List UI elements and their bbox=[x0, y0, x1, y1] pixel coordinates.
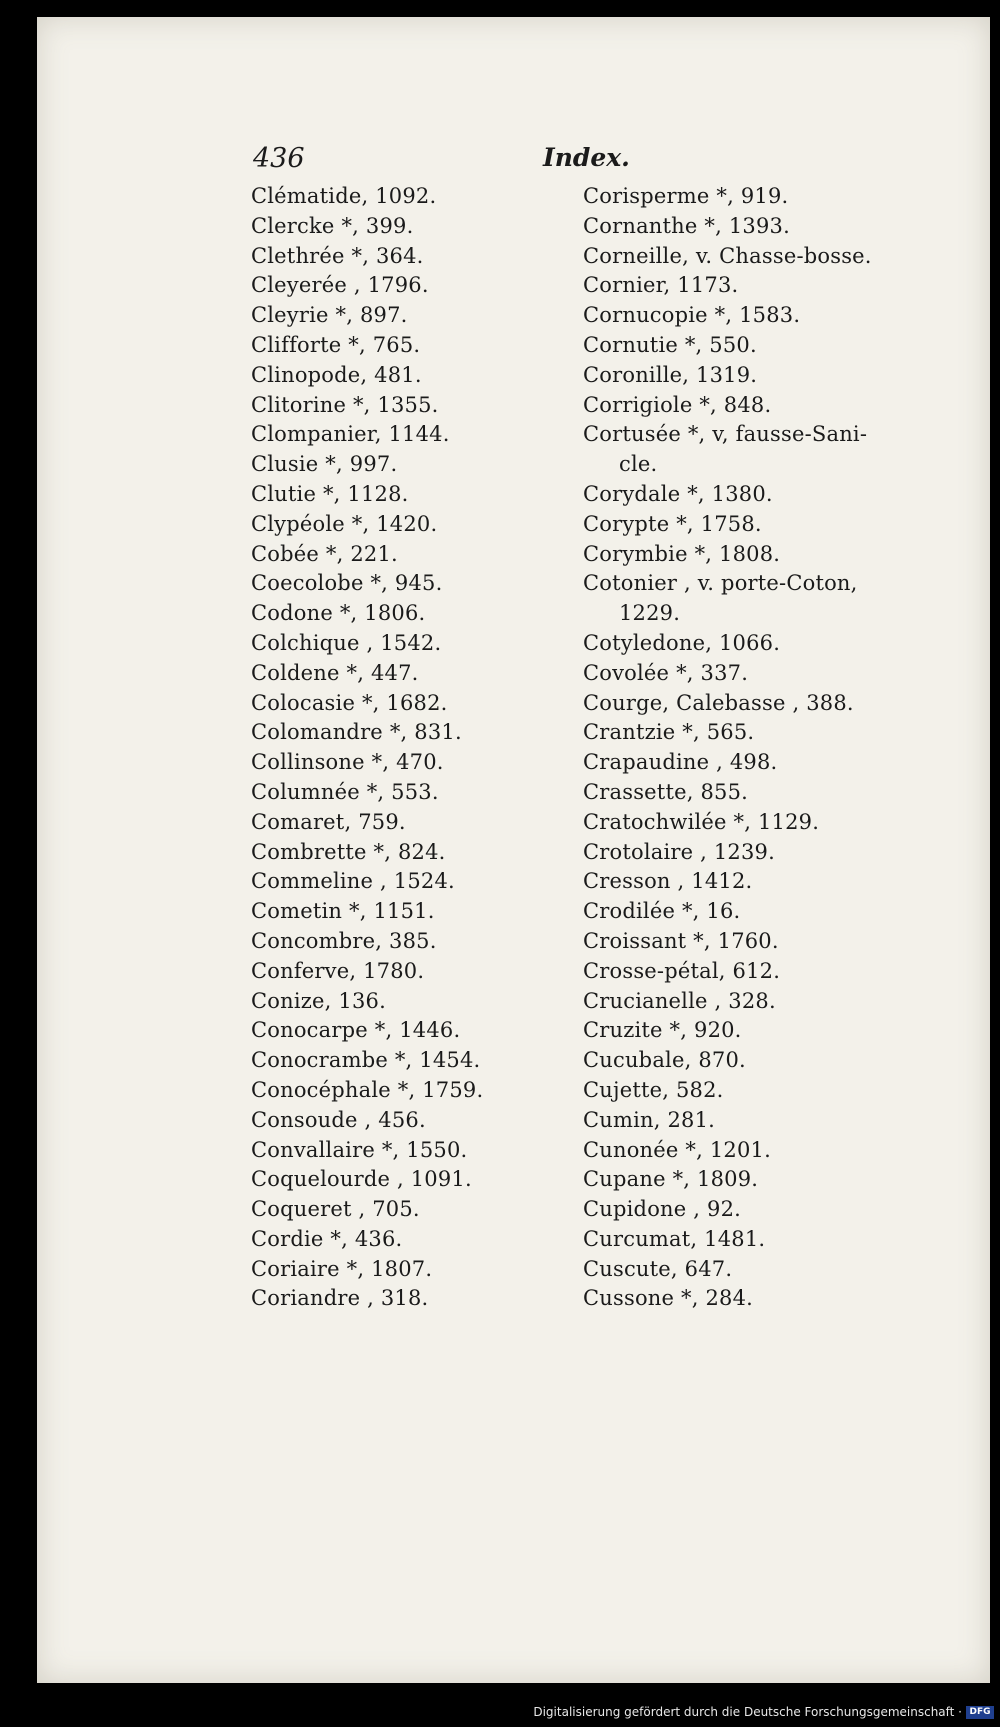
index-entry: Clercke *, 399. bbox=[251, 213, 414, 238]
index-entry: Coqueret , 705. bbox=[251, 1197, 420, 1222]
index-entry-continuation: cle. bbox=[619, 452, 658, 477]
page-number: 436 bbox=[253, 143, 305, 174]
index-entry: Commeline , 1524. bbox=[251, 869, 455, 894]
index-entry: Cucubale, 870. bbox=[583, 1048, 746, 1073]
index-entry: Corneille, v. Chasse-bosse. bbox=[583, 243, 872, 268]
index-entry: Crotolaire , 1239. bbox=[583, 839, 775, 864]
index-entry: Coquelourde , 1091. bbox=[251, 1167, 472, 1192]
index-entry: Combrette *, 824. bbox=[251, 839, 446, 864]
index-entry: Conocarpe *, 1446. bbox=[251, 1018, 461, 1043]
index-entry: Colchique , 1542. bbox=[251, 630, 442, 655]
index-entry: Cuscute, 647. bbox=[583, 1256, 733, 1281]
index-entry: Corisperme *, 919. bbox=[583, 184, 789, 208]
running-title: Index. bbox=[543, 143, 630, 172]
index-entry: Clethrée *, 364. bbox=[251, 243, 424, 268]
index-entry: Clypéole *, 1420. bbox=[251, 511, 438, 536]
index-entry: Cupane *, 1809. bbox=[583, 1167, 759, 1192]
index-entry: Corymbie *, 1808. bbox=[583, 541, 781, 566]
index-entry: Cratochwilée *, 1129. bbox=[583, 809, 820, 834]
index-entry: Clifforte *, 765. bbox=[251, 332, 421, 357]
index-entry: Cornucopie *, 1583. bbox=[583, 303, 801, 328]
index-column-right bbox=[583, 182, 913, 1314]
index-entry: Conocrambe *, 1454. bbox=[251, 1048, 481, 1073]
index-entry: Cresson , 1412. bbox=[583, 869, 753, 894]
page-header bbox=[253, 143, 893, 183]
index-entry: Collinsone *, 470. bbox=[251, 750, 444, 775]
index-entry: Colocasie *, 1682. bbox=[251, 690, 448, 715]
index-entry: Corypte *, 1758. bbox=[583, 511, 762, 536]
index-entry: Convallaire *, 1550. bbox=[251, 1137, 468, 1162]
index-entry: Croissant *, 1760. bbox=[583, 928, 779, 953]
index-entry: Coldene *, 447. bbox=[251, 660, 419, 685]
index-entry: Cometin *, 1151. bbox=[251, 899, 435, 924]
index-entry: Colomandre *, 831. bbox=[251, 720, 462, 745]
index-entry: Cleyerée , 1796. bbox=[251, 273, 429, 298]
index-entry: Columnée *, 553. bbox=[251, 779, 439, 804]
index-entry: Curcumat, 1481. bbox=[583, 1226, 766, 1251]
index-entry: Clinopode, 481. bbox=[251, 362, 422, 387]
index-entry: Crapaudine , 498. bbox=[583, 750, 778, 775]
index-entry: Clitorine *, 1355. bbox=[251, 392, 439, 417]
index-entry bbox=[583, 420, 895, 480]
index-entry: Cornanthe *, 1393. bbox=[583, 213, 790, 238]
index-entry: Coecolobe *, 945. bbox=[251, 571, 443, 596]
index-entry bbox=[583, 569, 895, 629]
index-entry: Conize, 136. bbox=[251, 988, 386, 1013]
index-entry: Cussone *, 284. bbox=[583, 1286, 754, 1311]
index-entry: Cotyledone, 1066. bbox=[583, 630, 781, 655]
index-entry: Coriaire *, 1807. bbox=[251, 1256, 433, 1281]
index-entry: Corydale *, 1380. bbox=[583, 481, 773, 506]
index-entry: Cujette, 582. bbox=[583, 1077, 724, 1102]
index-entry: Cunonée *, 1201. bbox=[583, 1137, 771, 1162]
index-entry: Cumin, 281. bbox=[583, 1107, 716, 1132]
index-entry: Cruzite *, 920. bbox=[583, 1018, 742, 1043]
index-entry: Concombre, 385. bbox=[251, 928, 437, 953]
index-entry: Conocéphale *, 1759. bbox=[251, 1077, 484, 1102]
index-entry: Cupidone , 92. bbox=[583, 1197, 742, 1222]
index-entry: Coronille, 1319. bbox=[583, 362, 758, 387]
dfg-logo: DFG bbox=[966, 1706, 994, 1719]
index-entry: Cordie *, 436. bbox=[251, 1226, 403, 1251]
index-entry: Clématide, 1092. bbox=[251, 184, 437, 208]
index-entry: Crosse-pétal, 612. bbox=[583, 958, 781, 983]
index-column-left bbox=[251, 182, 581, 1314]
index-entry: Corrigiole *, 848. bbox=[583, 392, 772, 417]
index-entry: Consoude , 456. bbox=[251, 1107, 426, 1132]
index-entry: Crantzie *, 565. bbox=[583, 720, 755, 745]
index-entry: Clutie *, 1128. bbox=[251, 481, 409, 506]
index-entry: Cornier, 1173. bbox=[583, 273, 739, 298]
index-entry: Conferve, 1780. bbox=[251, 958, 425, 983]
footer-credit: Digitalisierung gefördert durch die Deutsche Forschungsgemeinschaft · bbox=[533, 1705, 962, 1719]
index-entry: Cleyrie *, 897. bbox=[251, 303, 408, 328]
index-entry: Clompanier, 1144. bbox=[251, 422, 450, 447]
index-entry: Covolée *, 337. bbox=[583, 660, 749, 685]
index-entry: Crassette, 855. bbox=[583, 779, 749, 804]
index-entry-text: Cotonier , v. porte-Coton, bbox=[583, 571, 858, 596]
index-entry: Cobée *, 221. bbox=[251, 541, 398, 566]
index-entry: Clusie *, 997. bbox=[251, 452, 398, 477]
index-entry-text: Cortusée *, v, fausse-Sani- bbox=[583, 422, 868, 447]
index-entry: Comaret, 759. bbox=[251, 809, 406, 834]
index-entry: Cornutie *, 550. bbox=[583, 332, 757, 357]
index-entry-continuation: 1229. bbox=[619, 601, 681, 626]
index-entry: Courge, Calebasse , 388. bbox=[583, 690, 854, 715]
index-entry: Coriandre , 318. bbox=[251, 1286, 429, 1311]
index-entry: Crodilée *, 16. bbox=[583, 899, 741, 924]
index-entry: Crucianelle , 328. bbox=[583, 988, 776, 1013]
index-entry: Codone *, 1806. bbox=[251, 601, 426, 626]
